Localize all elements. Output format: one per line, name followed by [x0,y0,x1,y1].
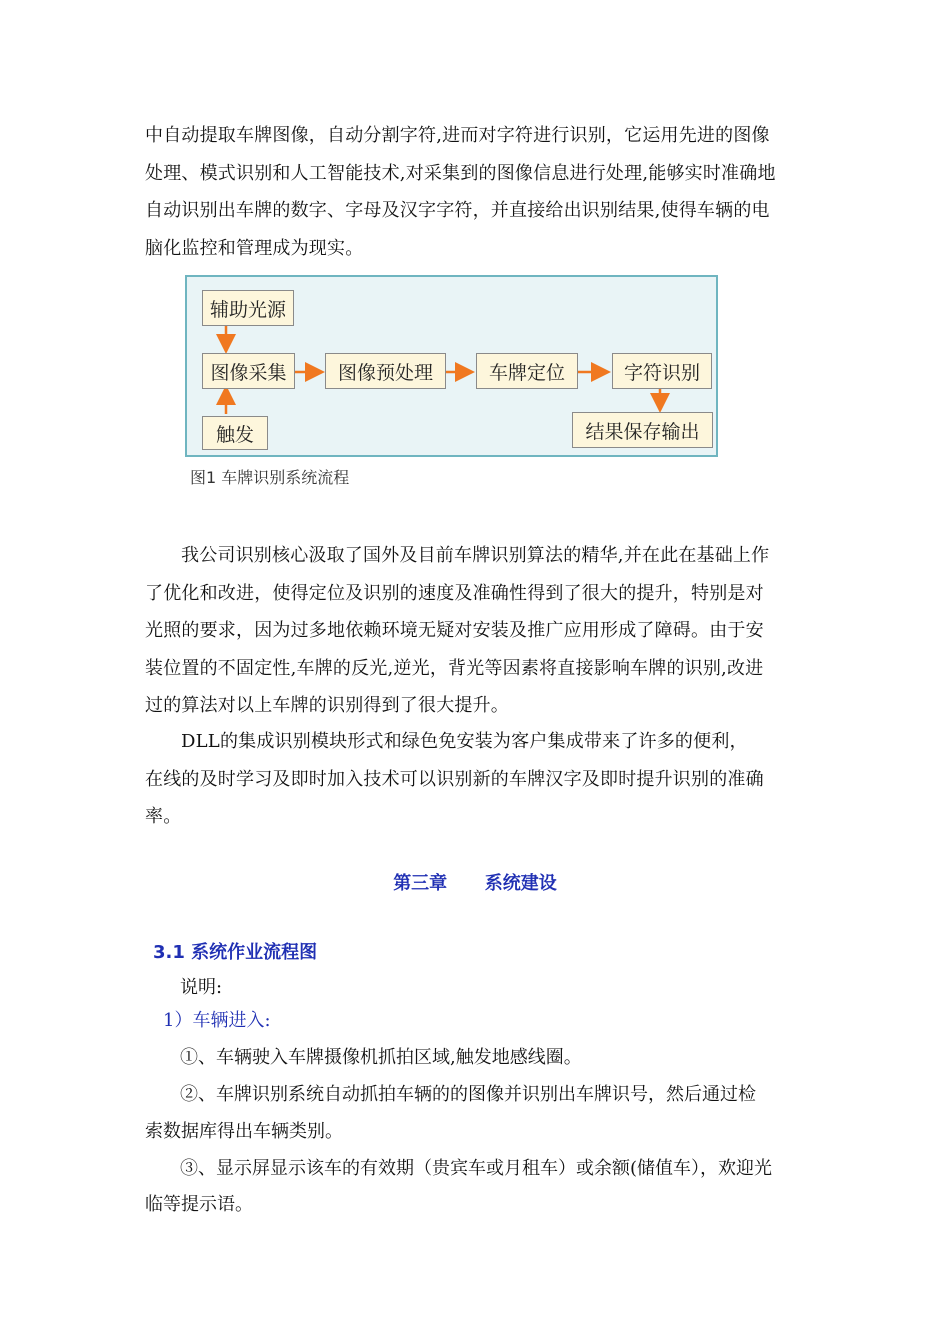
lpr-flow-diagram [185,275,718,457]
section-title: 3.1 系统作业流程图 [153,942,318,963]
step-2-line: 索数据库得出车辆类别。 [145,1121,343,1142]
text-line: 过的算法对以上车牌的识别得到了很大提升。 [145,695,509,716]
intro-paragraph [145,117,807,267]
step-2-line: ②、车牌识别系统自动抓拍车辆的的图像并识别出车牌识号，然后通过检 [180,1084,756,1105]
step-3-line: 临等提示语。 [145,1194,253,1215]
text-line: 在线的及时学习及即时加入技术可以识别新的车牌汉字及即时提升识别的准确 [145,768,764,790]
chapter-title: 第三章 系统建设 [393,873,557,894]
step-1: ①、车辆驶入车牌摄像机抓拍区域,触发地感线圈。 [180,1047,582,1068]
text-line: 装位置的不固定性,车牌的反光,逆光，背光等因素将直接影响车牌的识别,改进 [145,657,764,679]
text-line: 率。 [145,806,182,827]
box-save-output: 结果保存输出 [572,412,713,448]
explain-label: 说明: [180,977,223,998]
box-image-capture: 图像采集 [202,353,295,389]
text-line: 处理、模式识别和人工智能技术,对采集到的图像信息进行处理,能够实时准确地 [145,162,776,184]
box-light-source: 辅助光源 [202,290,294,326]
text-line: 了优化和改进，使得定位及识别的速度及准确性得到了很大的提升，特别是对 [145,582,764,604]
box-preprocess: 图像预处理 [325,353,446,389]
item-vehicle-entry: 1）车辆进入: [163,1010,271,1031]
text-line: 脑化监控和管理成为现实。 [145,237,364,259]
box-plate-locate: 车牌定位 [476,353,578,389]
box-char-recognize: 字符识别 [612,353,712,389]
core-paragraph [145,537,807,725]
figure-caption: 图1 车牌识别系统流程 [190,468,350,487]
text-line: 光照的要求，因为过多地依赖环境无疑对安装及推广应用形成了障碍。由于安 [145,620,764,641]
step-3-line: ③、显示屏显示该车的有效期（贵宾车或月租车）或余额(储值车），欢迎光 [180,1158,773,1179]
box-trigger: 触发 [202,416,268,450]
text-line: 中自动提取车牌图像，自动分割字符,进而对字符进行识别，它运用先进的图像 [145,125,770,146]
text-line: 我公司识别核心汲取了国外及目前车牌识别算法的精华,并在此在基础上作 [181,545,770,566]
text-line: 自动识别出车牌的数字、字母及汉字字符，并直接给出识别结果,使得车辆的电 [145,200,770,221]
dll-paragraph [145,723,807,836]
text-line: DLL的集成识别模块形式和绿色免安装为客户集成带来了许多的便利， [181,731,748,752]
